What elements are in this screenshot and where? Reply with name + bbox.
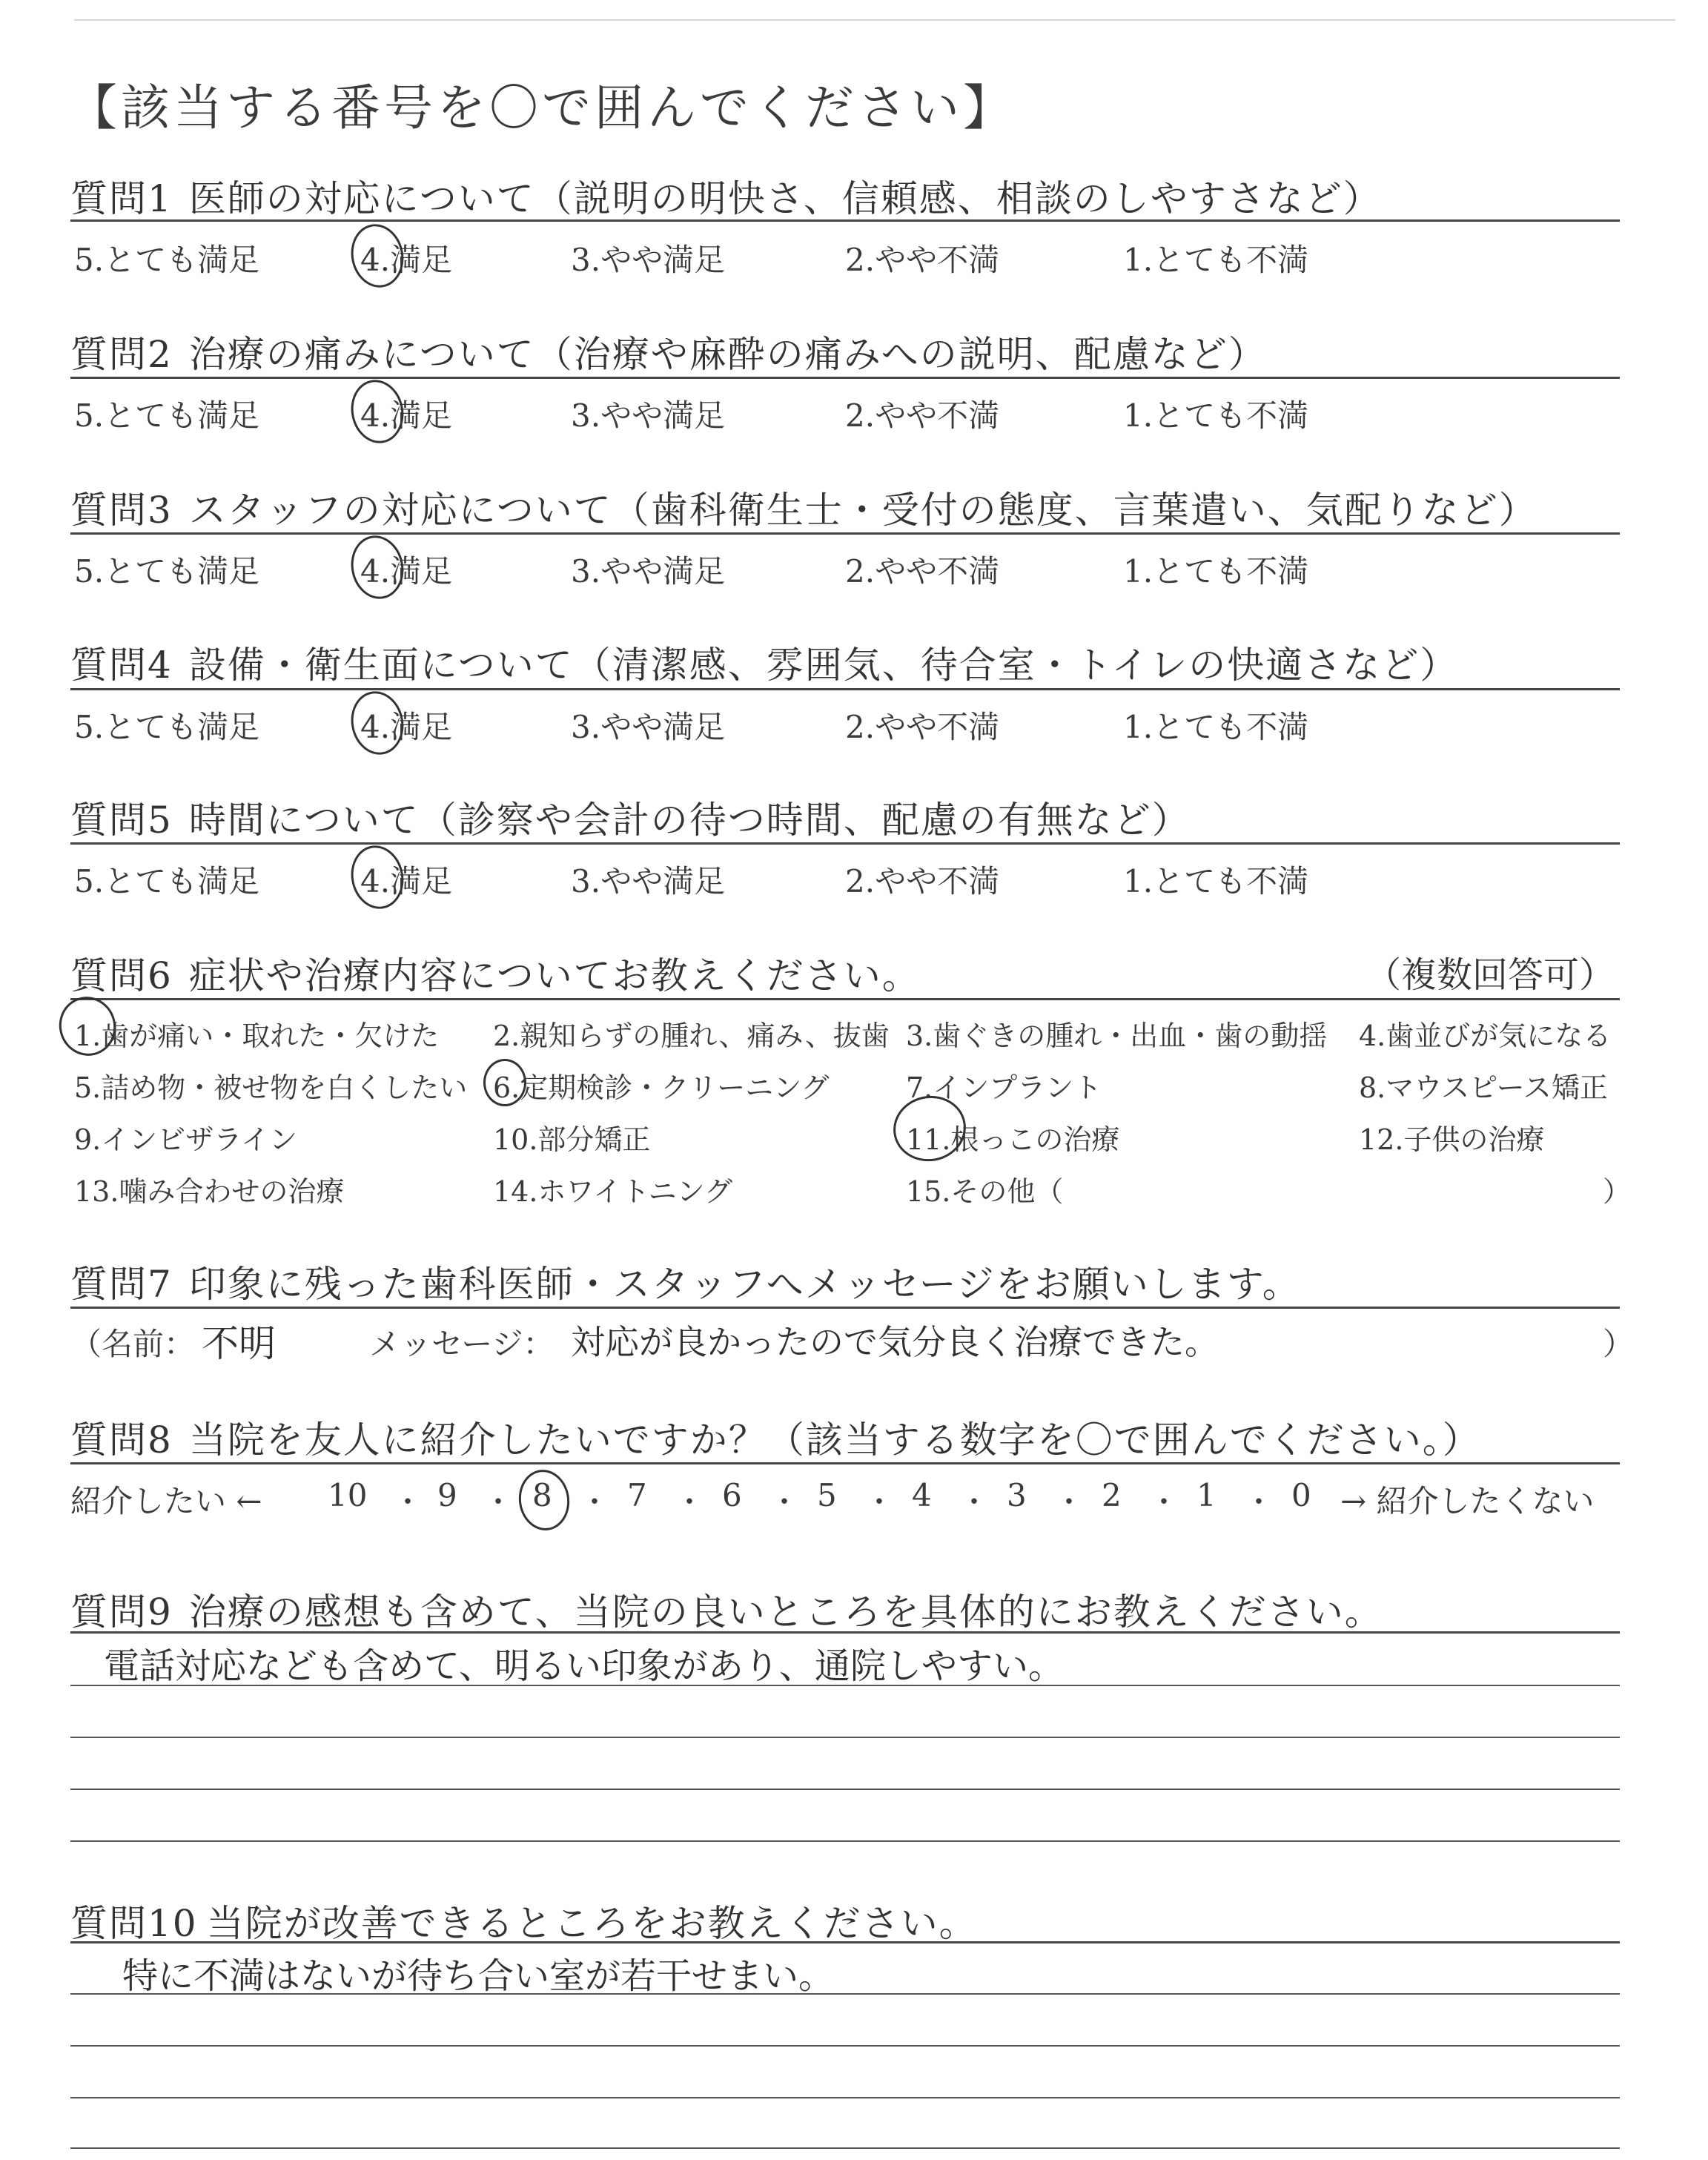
question-4-rule: [70, 688, 1620, 690]
q6-option-9[interactable]: 9.インビザライン: [74, 1123, 298, 1156]
q6-option-15[interactable]: 15.その他（: [906, 1175, 1064, 1208]
q6-option-12[interactable]: 12.子供の治療: [1359, 1123, 1545, 1156]
q2-option-3[interactable]: 3.やや満足: [571, 397, 726, 434]
q4-option-4[interactable]: 4.満足: [360, 709, 453, 745]
q2-option-2[interactable]: 2.やや不満: [845, 397, 1000, 434]
scale-8[interactable]: 8: [532, 1477, 552, 1513]
q6-option-7[interactable]: 7.インプラント: [906, 1071, 1102, 1104]
q6-option-3[interactable]: 3.歯ぐきの腫れ・出血・歯の動揺: [906, 1020, 1328, 1052]
q6-option-2[interactable]: 2.親知らずの腫れ、痛み、抜歯: [493, 1020, 890, 1052]
question-10-title: 質問10 当院が改善できるところをお教えください。: [70, 1902, 978, 1945]
q1-option-1[interactable]: 1.とても不満: [1123, 242, 1309, 278]
answer-line: [70, 1993, 1620, 1995]
q1-option-5[interactable]: 5.とても満足: [74, 242, 260, 278]
scale-3[interactable]: 3: [1007, 1477, 1027, 1513]
question-10-rule: [70, 1941, 1620, 1943]
answer-line: [70, 2147, 1620, 2149]
answer-line: [70, 1789, 1620, 1790]
q5-option-3[interactable]: 3.やや満足: [571, 863, 726, 899]
scale-dot: ・: [580, 1485, 609, 1519]
answer-line: [70, 1737, 1620, 1738]
question-8-title: 質問8 当院を友人に紹介したいですか？（該当する数字を〇で囲んでください。）: [70, 1418, 1481, 1462]
question-9-title: 質問9 治療の感想も含めて、当院の良いところを具体的にお教えください。: [70, 1591, 1383, 1634]
message-value[interactable]: 対応が良かったので気分良く治療できた。: [571, 1322, 1219, 1362]
scale-dot: ・: [483, 1485, 513, 1519]
q2-option-5[interactable]: 5.とても満足: [74, 397, 260, 434]
q6-option-10[interactable]: 10.部分矯正: [493, 1123, 651, 1156]
message-close: ）: [1603, 1326, 1635, 1362]
question-7-rule: [70, 1307, 1620, 1309]
q2-option-4[interactable]: 4.満足: [360, 397, 453, 434]
multiple-answers-note: （複数回答可）: [1366, 954, 1615, 996]
q6-option-14[interactable]: 14.ホワイトニング: [493, 1175, 733, 1208]
question-2-rule: [70, 377, 1620, 379]
scale-dot: ・: [1244, 1485, 1274, 1519]
q6-option-1[interactable]: 1.歯が痛い・取れた・欠けた: [74, 1020, 440, 1052]
question-6-title: 質問6 症状や治療内容についてお教えください。: [70, 954, 921, 997]
q6-option-6[interactable]: 6.定期検診・クリーニング: [493, 1071, 830, 1104]
q3-option-4[interactable]: 4.満足: [360, 553, 453, 589]
scale-dot: ・: [393, 1485, 423, 1519]
question-1-rule: [70, 219, 1620, 222]
scale-dot: ・: [769, 1485, 799, 1519]
scale-9[interactable]: 9: [437, 1477, 457, 1513]
scale-2[interactable]: 2: [1102, 1477, 1122, 1513]
q4-option-5[interactable]: 5.とても満足: [74, 709, 260, 745]
q6-option-13[interactable]: 13.噛み合わせの治療: [74, 1175, 345, 1208]
q5-option-1[interactable]: 1.とても不満: [1123, 863, 1309, 899]
q6-option-5[interactable]: 5.詰め物・被せ物を白くしたい: [74, 1071, 468, 1104]
q1-option-2[interactable]: 2.やや不満: [845, 242, 1000, 278]
question-8-rule: [70, 1462, 1620, 1464]
q3-option-1[interactable]: 1.とても不満: [1123, 553, 1309, 589]
question-5-rule: [70, 842, 1620, 845]
scale-5[interactable]: 5: [817, 1477, 837, 1513]
q5-option-5[interactable]: 5.とても満足: [74, 863, 260, 899]
q4-option-2[interactable]: 2.やや不満: [845, 709, 1000, 745]
q6-option-11[interactable]: 11.根っこの治療: [906, 1123, 1120, 1156]
scale-7[interactable]: 7: [627, 1477, 647, 1513]
q5-option-2[interactable]: 2.やや不満: [845, 863, 1000, 899]
question-5-title: 質問5 時間について（診察や会計の待つ時間、配慮の有無など）: [70, 799, 1191, 842]
recommend-right-label: → 紹介したくない: [1340, 1483, 1595, 1519]
scale-10[interactable]: 10: [328, 1477, 368, 1513]
q1-option-4[interactable]: 4.満足: [360, 242, 453, 278]
question-4-title: 質問4 設備・衛生面について（清潔感、雰囲気、待合室・トイレの快適さなど）: [70, 644, 1459, 687]
question-6-rule: [70, 998, 1620, 1000]
q5-option-4[interactable]: 4.満足: [360, 863, 453, 899]
scale-dot: ・: [1054, 1485, 1084, 1519]
question-1-title: 質問1 医師の対応について（説明の明快さ、信頼感、相談のしやすさなど）: [70, 177, 1382, 220]
q10-answer[interactable]: 特に不満はないが待ち合い室が若干せまい。: [122, 1955, 835, 1997]
name-value[interactable]: 不明: [202, 1322, 276, 1365]
name-label: （名前：: [70, 1326, 196, 1362]
q3-option-3[interactable]: 3.やや満足: [571, 553, 726, 589]
message-label: メッセージ：: [369, 1326, 555, 1362]
question-7-title: 質問7 印象に残った歯科医師・スタッフへメッセージをお願いします。: [70, 1263, 1301, 1306]
question-2-title: 質問2 治療の痛みについて（治療や麻酔の痛みへの説明、配慮など）: [70, 333, 1267, 376]
scale-4[interactable]: 4: [912, 1477, 932, 1513]
page-heading: 【該当する番号を〇で囲んでください】: [68, 79, 1016, 136]
answer-line: [70, 2097, 1620, 2098]
scale-dot: ・: [1149, 1485, 1179, 1519]
q3-option-5[interactable]: 5.とても満足: [74, 553, 260, 589]
q6-other-close: ）: [1603, 1175, 1632, 1208]
recommend-left-label: 紹介したい ←: [70, 1483, 262, 1519]
answer-line: [70, 2045, 1620, 2047]
answer-line: [70, 1840, 1620, 1842]
q9-answer[interactable]: 電話対応なども含めて、明るい印象があり、通院しやすい。: [104, 1645, 1065, 1687]
q3-option-2[interactable]: 2.やや不満: [845, 553, 1000, 589]
q1-option-3[interactable]: 3.やや満足: [571, 242, 726, 278]
q2-option-1[interactable]: 1.とても不満: [1123, 397, 1309, 434]
scale-dot: ・: [675, 1485, 704, 1519]
scale-dot: ・: [864, 1485, 894, 1519]
scale-6[interactable]: 6: [722, 1477, 742, 1513]
q4-option-3[interactable]: 3.やや満足: [571, 709, 726, 745]
q6-option-8[interactable]: 8.マウスピース矯正: [1359, 1071, 1608, 1104]
top-border: [74, 19, 1675, 21]
answer-line: [70, 1685, 1620, 1686]
question-3-rule: [70, 532, 1620, 535]
q6-option-4[interactable]: 4.歯並びが気になる: [1359, 1020, 1612, 1052]
scale-dot: ・: [959, 1485, 989, 1519]
question-3-title: 質問3 スタッフの対応について（歯科衛生士・受付の態度、言葉遣い、気配りなど）: [70, 489, 1537, 532]
scale-0[interactable]: 0: [1291, 1477, 1311, 1513]
scale-1[interactable]: 1: [1196, 1477, 1217, 1513]
question-9-rule: [70, 1631, 1620, 1634]
q4-option-1[interactable]: 1.とても不満: [1123, 709, 1309, 745]
